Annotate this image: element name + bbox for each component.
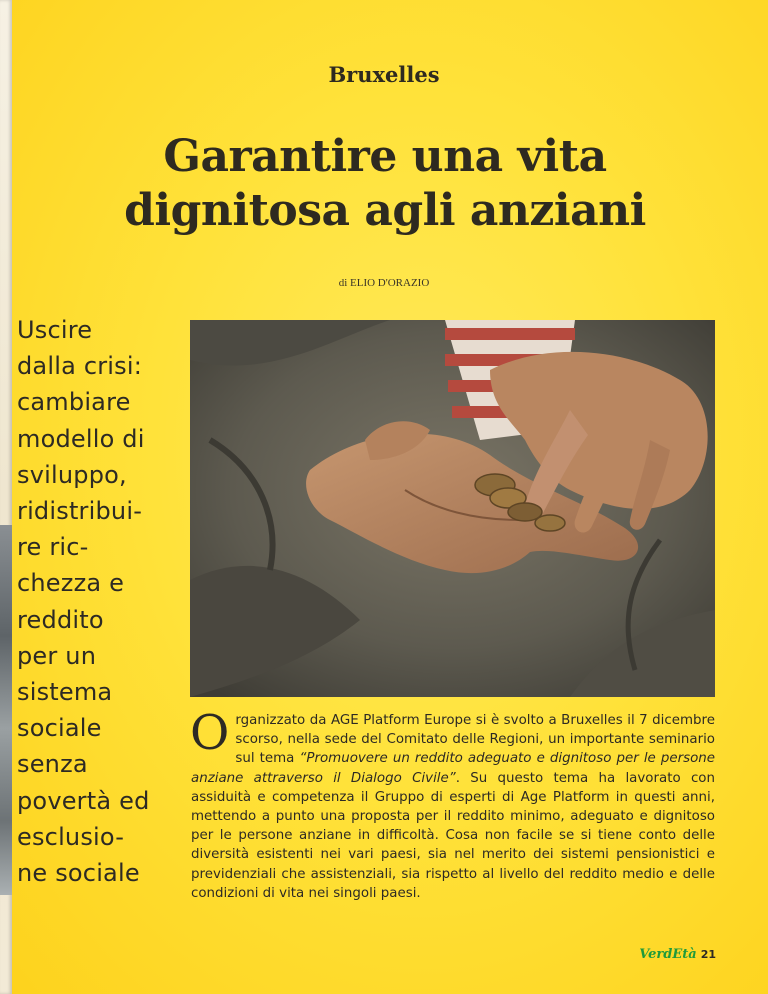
pull-quote-line: re ric- xyxy=(17,533,89,562)
article-intro: rganizzato da AGE Platform Europe si è svolto a Bruxelles il 7 dicembre scorso, nella sede del Comitato delle Regioni, un importante seminario sul tema xyxy=(235,713,715,767)
pull-quote-line: modello di xyxy=(17,424,145,453)
title-line-1: Garantire una vita xyxy=(163,131,607,182)
pull-quote-line: povertà ed xyxy=(17,786,150,815)
article-quote: “Promuovere un reddito adeguato e dignitoso per le persone anziane attraverso il Dialogo Civile” xyxy=(191,751,715,786)
dropcap: O xyxy=(190,705,230,761)
magazine-logo: VerdEtà xyxy=(639,946,697,962)
section-heading: Bruxelles xyxy=(328,62,440,87)
article-body xyxy=(190,705,715,903)
pull-quote-line: ne sociale xyxy=(17,859,140,888)
pull-quote xyxy=(17,312,187,891)
pull-quote-line: ridistribui- xyxy=(17,497,143,526)
page-footer xyxy=(639,944,716,964)
article-title xyxy=(40,130,730,238)
pull-quote-line: per un xyxy=(17,641,97,670)
article-rest: . Su questo tema ha lavorato con assiduità e competenza il Gruppo di esperti di Age Platform in questi anni, mettendo a punto una proposta per il reddito minimo, adeguato e dignitoso per le persone anziane in difficoltà. Cosa non facile se si tiene conto delle diversità esistenti nei vari paesi, sia nel merito dei sistemi pensionistici e previdenziali che assistenziali, sia rispetto al livello del reddito medio e delle condizioni di vita nei singoli paesi. xyxy=(191,770,715,901)
photo-illustration xyxy=(190,320,715,697)
pull-quote-line: dalla crisi: xyxy=(17,352,143,381)
byline: di ELIO D'ORAZIO xyxy=(338,277,430,289)
page-binding-edge xyxy=(0,0,12,994)
pull-quote-line: esclusio- xyxy=(17,822,125,851)
pull-quote-line: chezza e xyxy=(17,569,125,598)
pull-quote-line: cambiare xyxy=(17,388,131,417)
pull-quote-line: reddito xyxy=(17,605,104,634)
page-number: 21 xyxy=(700,947,716,961)
pull-quote-line: sistema xyxy=(17,678,113,707)
pull-quote-line: sviluppo, xyxy=(17,460,127,489)
pull-quote-line: senza xyxy=(17,750,88,779)
title-line-2: dignitosa agli anziani xyxy=(124,185,646,236)
pull-quote-line: Uscire xyxy=(17,316,93,344)
adjacent-page-photo-strip xyxy=(0,525,12,895)
pull-quote-line: sociale xyxy=(17,714,102,743)
hands-with-coins-photo xyxy=(190,320,715,697)
